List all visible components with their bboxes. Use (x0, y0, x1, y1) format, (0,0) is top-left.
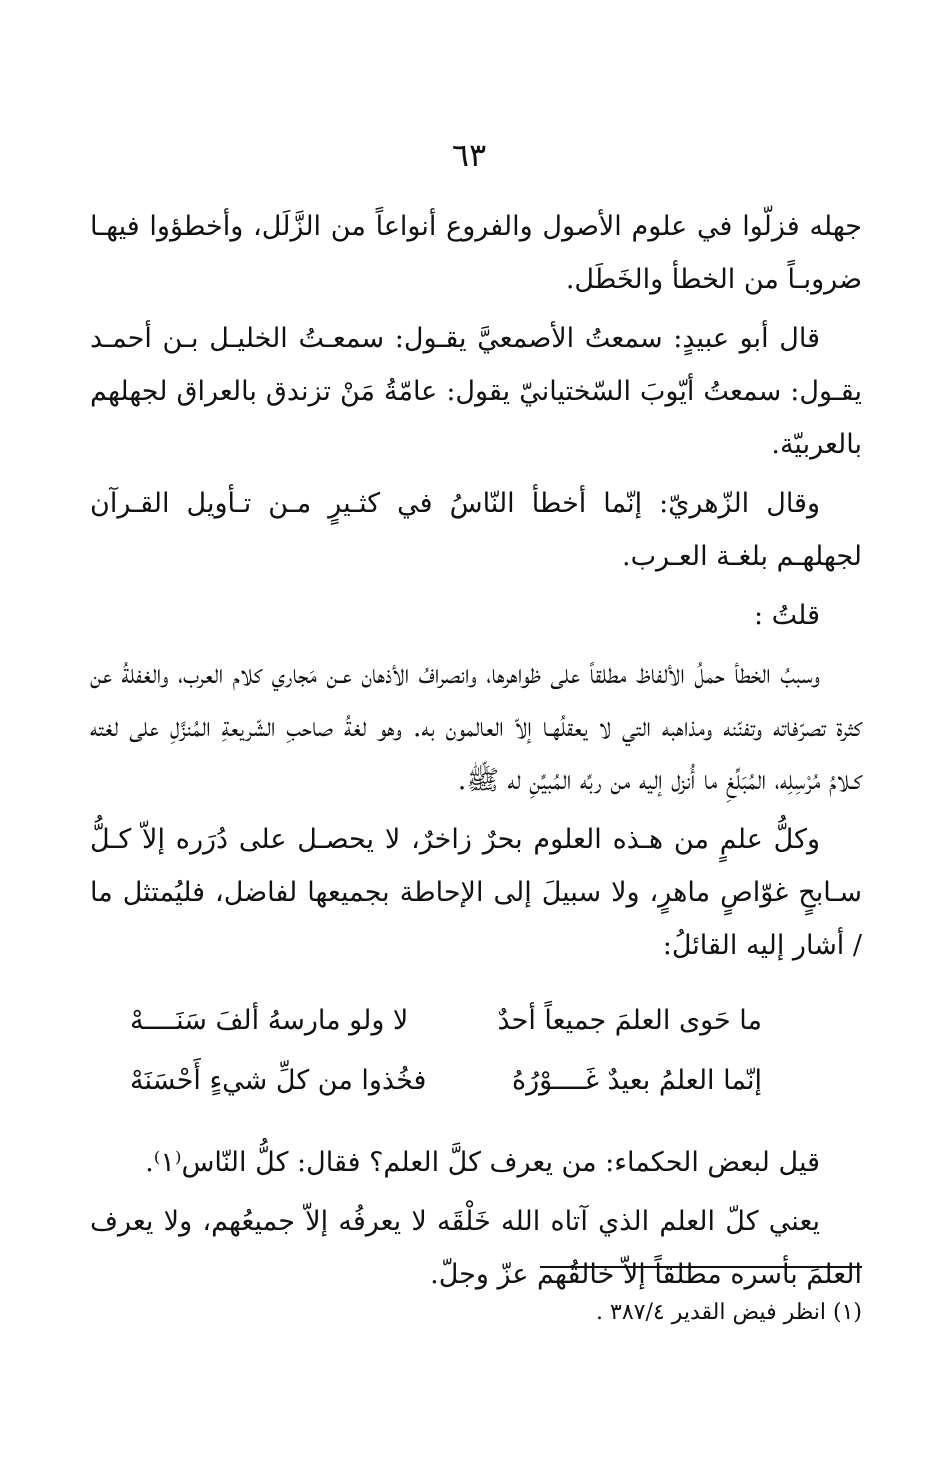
verse-first-hemistich: إنّما العلمُ بعيدٌ غَــــوْرُهُ (511, 1065, 762, 1096)
poem-verse (90, 994, 862, 1054)
paragraph: قيل لبعض الحكماء: من يعرف كلَّ العلم؟ فقال: كلُّ النّاس⁽١⁾. (145, 1147, 820, 1178)
page-number: ٦٣ (451, 136, 487, 174)
verse-second-hemistich: فخُذوا من كلِّ شيءٍ أَحْسَنَهْ (130, 1065, 427, 1096)
footnote: (١) انظر فيض القدير ٣٨٧/٤ . (596, 1300, 862, 1325)
paragraph: قلتُ : (753, 600, 820, 631)
poem-verse (90, 1054, 862, 1114)
paragraph: قال أبو عبيدٍ: سمعتُ الأصمعيَّ يقـول: سمعـتُ الخليـل بـن أحمـد يقـول: سمعتُ أيّوبَ السّختيانيّ يقول: عامّةُ مَنْ تزندق بالعراق لجهلهم بالعربيّة. (90, 323, 862, 460)
verse-first-hemistich: ما حَوى العلمَ جميعاً أحدٌ (497, 1005, 762, 1036)
paragraph: وقال الزّهريّ: إنّما أخطأ النّاسُ في كثـيرٍ مـن تـأويل القـرآن لجهلهـم بلغـة العـرب. (90, 488, 862, 572)
paragraph: وسببُ الخطأ حملُ الألفاظ مطلقاً على ظواهرها، وانصرافُ الأذهان عـن مَجاري كلام العرب، والغفلةُ عن كثرة تصرّفاته وتفنّنه ومذاهبه التي لا يعقلُهـا إلاّ العالمون به. وهو لغةُ صاحبِ الشّريعةِ المُنزَّلِ على لغته كـلامُ مُرْسِلِه، المُبَلِّغِ ما أُنزل إليه من ربِّه المُبيِّنِ له ﷺ. (90, 659, 862, 796)
footnote-divider (540, 1266, 862, 1268)
verse-second-hemistich: لا ولو مارسهُ ألفَ سَنَــــهْ (130, 1005, 409, 1036)
paragraph: يعني كلّ العلم الذي آتاه الله خَلْقَه لا يعرفُه إلاّ جميعُهم، ولا يعرف العلمَ بأسره مطلقاً إلاّ خالقُهم عزّ وجلّ. (90, 1206, 862, 1290)
main-text (90, 200, 862, 1307)
paragraph: وكلُّ علمٍ من هـذه العلوم بحرٌ زاخرٌ، لا يحصـل على دُرَره إلاّ كـلُّ سـابحٍ غوّاصٍ ماهرٍ، ولا سبيلَ إلى الإحاطة بجميعها لفاضل، فليُمتثل ما / أشار إليه القائلُ: (90, 824, 862, 961)
paragraph: جهله فزلّوا في علوم الأصول والفروع أنواعاً من الزَّلَل، وأخطؤوا فيهـا ضروبـاً من الخطأ والخَطَل. (90, 211, 862, 295)
poem (90, 994, 862, 1114)
